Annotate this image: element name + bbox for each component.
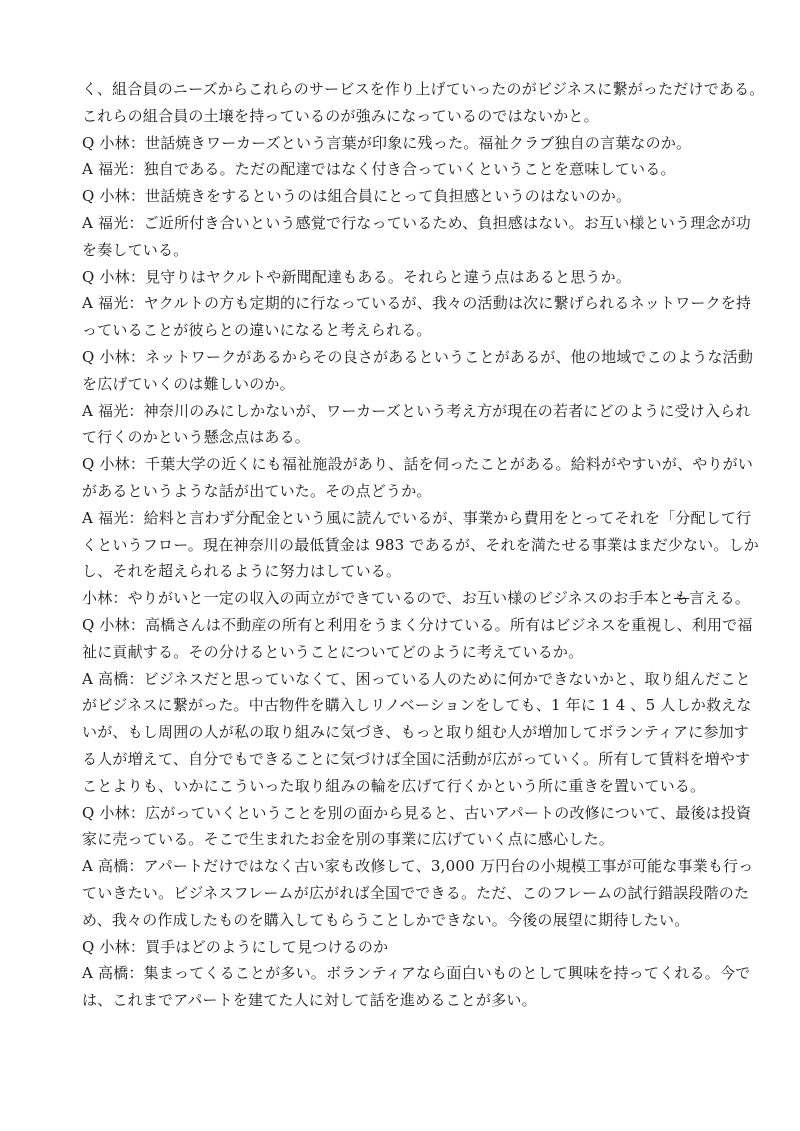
- text-line: ことよりも、いかにこういった取り組みの輪を広げて行くかという所に重きを置いている。: [82, 776, 706, 795]
- text-line: A 高橋：ビジネスだと思っていなくて、困っている人のために何かできないかと、取り組んだこと: [82, 669, 751, 688]
- text-line: る人が増えて、自分でもできることに気づけば全国に活動が広がっていく。所有して賃料を増やす: [82, 749, 751, 768]
- text-line: A 福光：神奈川のみにしかないが、ワーカーズという考え方が現在の若者にどのように受け入られ: [82, 401, 751, 420]
- text-line: て行くのかという懸念点はある。: [82, 428, 311, 447]
- text-line: ていきたい。ビジネスフレームが広がれば全国でできる。ただ、このフレームの試行錯誤段階のた: [82, 883, 750, 902]
- text-line: これらの組合員の土壌を持っているのが強みになっているのではないかと。: [82, 106, 599, 125]
- text-line: A 福光：ご近所付き合いという感覚で行なっているため、負担感はない。お互い様という理念が功: [82, 213, 752, 232]
- text-line: A 福光：ヤクルトの方も定期的に行なっているが、我々の活動は次に繋げられるネットワークを持: [82, 294, 752, 313]
- text-line: Q 小林：高橋さんは不動産の所有と利用をうまく分けている。所有はビジネスを重視し、利用で福: [82, 615, 753, 634]
- text-line: 家に売っている。そこで生まれたお金を別の事業に広げていく点に感心した。: [82, 830, 615, 849]
- text-line: 祉に貢献する。その分けるということについてどのように考えているか。: [82, 642, 584, 661]
- text-line: Q 小林：世話焼きワーカーズという言葉が印象に残った。福祉クラブ独自の言葉なのか。: [82, 133, 692, 152]
- text-line: し、それを超えられるように努力はしている。: [82, 562, 402, 581]
- text-line: は、これまでアパートを建てた人に対して話を進めることが多い。: [82, 991, 537, 1010]
- text-line: A 高橋：集まってくることが多い。ボランティアなら面白いものとして興味を持ってくれる。今で: [82, 964, 751, 983]
- text-line: Q 小林：広がっていくということを別の面から見ると、古いアパートの改修について、最後は投資: [82, 803, 752, 822]
- text-line: く、組合員のニーズからこれらのサービスを作り上げていったのがビジネスに繋がっただけである。: [82, 80, 765, 98]
- interview-transcript: [82, 76, 765, 1014]
- text-line: A 高橋：アパートだけではなく古い家も改修して、3,000 万円台の小規模工事が可能な事業も行っ: [82, 857, 754, 876]
- line-text-before: 小林：やりがいと一定の収入の両立ができているので、お互い様のビジネスのお手本と: [82, 589, 675, 608]
- text-line: を奏している。: [82, 240, 189, 259]
- text-line: A 福光：給料と言わず分配金という風に読んでいるが、事業から費用をとってそれを「分配して行: [82, 508, 752, 527]
- text-line: っていることが彼らとの違いになると考えられる。: [82, 321, 432, 340]
- text-line: くというフロー。現在神奈川の最低賃金は 983 であるが、それを満たせる事業はまだ少ない。しか: [82, 535, 759, 554]
- text-line: Q 小林：買手はどのようにして見つけるのか: [82, 937, 389, 956]
- text-line: いが、もし周囲の人が私の取り組みに気づき、もっと取り組む人が増加してボランティアに参加す: [82, 723, 750, 742]
- struck-character: も: [674, 589, 690, 608]
- text-line: Q 小林：千葉大学の近くにも福祉施設があり、話を伺ったことがある。給料がやすいが、やりがい: [82, 455, 754, 474]
- text-line: め、我々の作成したものを購入してもらうことしかできない。今後の展望に期待したい。: [82, 910, 690, 929]
- text-line-with-strikethrough: [82, 585, 751, 612]
- text-line: A 福光：独自である。ただの配達ではなく付き合っていくということを意味している。: [82, 160, 676, 179]
- text-line: を広げていくのは難しいのか。: [82, 374, 295, 393]
- text-line: Q 小林：ネットワークがあるからその良さがあるということがあるが、他の地域でこのような活動: [82, 347, 754, 366]
- text-line: がビジネスに繋がった。中古物件を購入しリノベーションをしても、1 年に 1 4 、5 人しか救えな: [82, 696, 752, 715]
- text-line: Q 小林：世話焼きをするというのは組合員にとって負担感というのはないのか。: [82, 187, 632, 206]
- text-line: Q 小林：見守りはヤクルトや新聞配達もある。それらと違う点はあると思うか。: [82, 267, 632, 286]
- line-text-after: 言える。: [689, 589, 751, 608]
- text-line: があるというような話が出ていた。その点どうか。: [82, 481, 432, 500]
